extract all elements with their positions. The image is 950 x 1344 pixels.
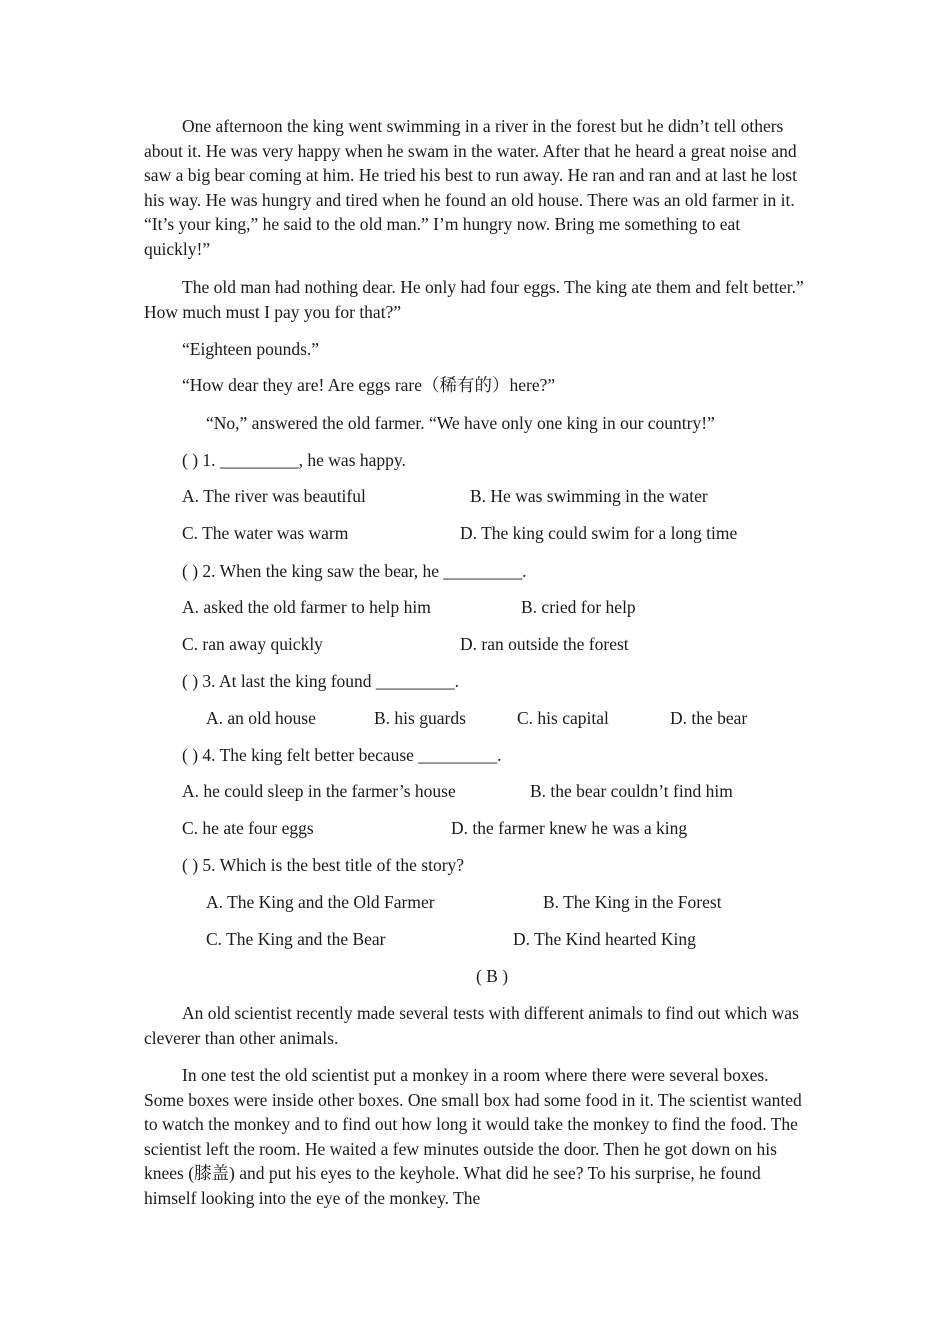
question-4-option-a: A. he could sleep in the farmer’s house <box>182 781 456 801</box>
passage-a-paragraph-3: “Eighteen pounds.” <box>182 339 320 359</box>
question-2-option-c: C. ran away quickly <box>182 634 323 654</box>
question-5-option-a: A. The King and the Old Farmer <box>206 892 435 912</box>
passage-b-paragraph-2: In one test the old scientist put a monkey in a room where there were several boxes. Some boxes were inside other boxes. One small box had some food in it. The scientist wanted to watch the monkey and to find out how long it would take the monkey to find the food. The scientist left the room. He waited a few minutes outside the door. Then he got down on his knees (膝盖) and put his eyes to the keyhole. What did he see? To his surprise, he found himself looking into the eye of the monkey. The <box>144 1065 802 1208</box>
question-2-stem: ( ) 2. When the king saw the bear, he _________. <box>182 561 527 581</box>
passage-a-paragraph-5: “No,” answered the old farmer. “We have only one king in our country!” <box>206 413 715 433</box>
passage-a-paragraph-1: One afternoon the king went swimming in a river in the forest but he didn’t tell others about it. He was very happy when he swam in the water. After that he heard a great noise and saw a big bear coming at him. He tried his best to run away. He ran and ran and at last he lost his way. He was hungry and tired when he found an old house. There was an old farmer in it. “It’s your king,” he said to the old man.” I’m hungry now. Bring me something to eat quickly!” <box>144 116 797 259</box>
question-3-option-a: A. an old house <box>206 708 316 728</box>
question-4-option-c: C. he ate four eggs <box>182 818 314 838</box>
question-2-option-a: A. asked the old farmer to help him <box>182 597 431 617</box>
question-1-option-a: A. The river was beautiful <box>182 486 366 506</box>
question-5-option-d: D. The Kind hearted King <box>513 929 696 949</box>
question-3-option-b: B. his guards <box>374 708 466 728</box>
question-3-option-c: C. his capital <box>517 708 609 728</box>
question-3-stem: ( ) 3. At last the king found _________. <box>182 671 460 691</box>
passage-b-paragraph-1: An old scientist recently made several tests with different animals to find out which was cleverer than other animals. <box>144 1003 799 1048</box>
question-5-option-c: C. The King and the Bear <box>206 929 386 949</box>
question-3-option-d: D. the bear <box>670 708 748 728</box>
question-2-option-b: B. cried for help <box>521 597 636 617</box>
passage-a-paragraph-4: “How dear they are! Are eggs rare（稀有的）here?” <box>182 375 556 395</box>
question-2-option-d: D. ran outside the forest <box>460 634 629 654</box>
question-4-option-b: B. the bear couldn’t find him <box>530 781 733 801</box>
question-1-option-d: D. The king could swim for a long time <box>460 523 738 543</box>
section-b-heading: ( B ) <box>476 966 509 986</box>
question-1-option-b: B. He was swimming in the water <box>470 486 708 506</box>
question-5-stem: ( ) 5. Which is the best title of the story? <box>182 855 465 875</box>
question-4-option-d: D. the farmer knew he was a king <box>451 818 688 838</box>
question-1-option-c: C. The water was warm <box>182 523 349 543</box>
question-4-stem: ( ) 4. The king felt better because _________. <box>182 745 502 765</box>
passage-a-paragraph-2: The old man had nothing dear. He only had four eggs. The king ate them and felt better.” How much must I pay you for that?” <box>144 277 804 322</box>
question-5-option-b: B. The King in the Forest <box>543 892 722 912</box>
question-1-stem: ( ) 1. _________, he was happy. <box>182 450 406 470</box>
